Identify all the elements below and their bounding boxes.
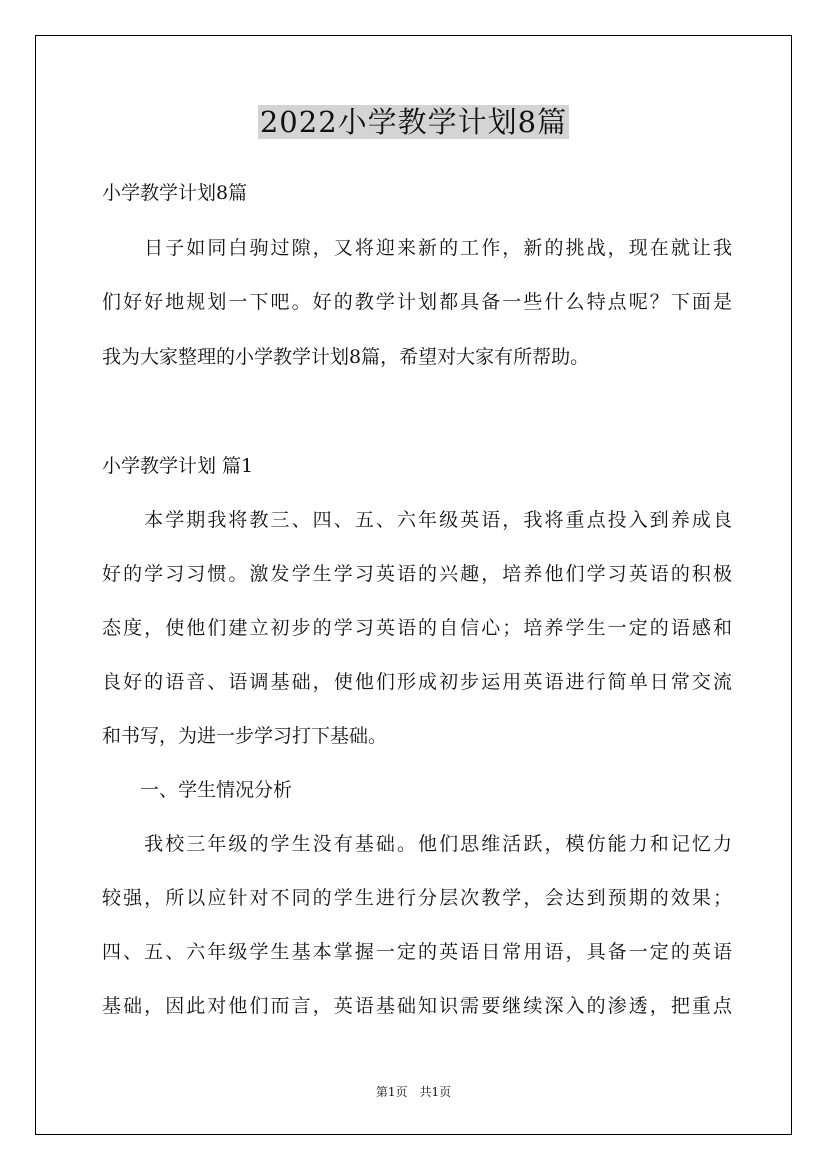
section-heading: 小学教学计划 篇1 xyxy=(102,455,254,477)
page-number-footer: 第1页 共1页 xyxy=(375,1085,452,1099)
paragraph-line: 好的学习习惯。激发学生学习英语的兴趣，培养他们学习英语的积极 xyxy=(102,563,732,585)
subheading: 一、学生情况分析 xyxy=(102,779,293,801)
intro-line: 们好好地规划一下吧。好的教学计划都具备一些什么特点呢？下面是 xyxy=(102,291,732,313)
paragraph-line: 我校三年级的学生没有基础。他们思维活跃，模仿能力和记忆力 xyxy=(102,833,732,855)
paragraph-line: 态度，使他们建立初步的学习英语的自信心；培养学生一定的语感和 xyxy=(102,617,732,639)
paragraph-line: 四、五、六年级学生基本掌握一定的英语日常用语，具备一定的英语 xyxy=(102,941,732,963)
paragraph-line: 良好的语音、语调基础，使他们形成初步运用英语进行简单日常交流 xyxy=(102,671,732,693)
paragraph-line: 和书写，为进一步学习打下基础。 xyxy=(102,725,388,747)
intro-line: 我为大家整理的小学教学计划8篇，希望对大家有所帮助。 xyxy=(102,346,590,368)
document-title-text: 2022小学教学计划8篇 xyxy=(259,105,568,139)
paragraph-line: 较强，所以应针对不同的学生进行分层次教学，会达到预期的效果； xyxy=(102,887,732,909)
intro-line: 日子如同白驹过隙，又将迎来新的工作，新的挑战，现在就让我 xyxy=(102,237,732,259)
paragraph-line: 基础，因此对他们而言，英语基础知识需要继续深入的渗透，把重点 xyxy=(102,995,732,1017)
paragraph-line: 本学期我将教三、四、五、六年级英语，我将重点投入到养成良 xyxy=(102,509,732,531)
document-subtitle: 小学教学计划8篇 xyxy=(102,182,248,204)
document-title xyxy=(0,100,827,144)
